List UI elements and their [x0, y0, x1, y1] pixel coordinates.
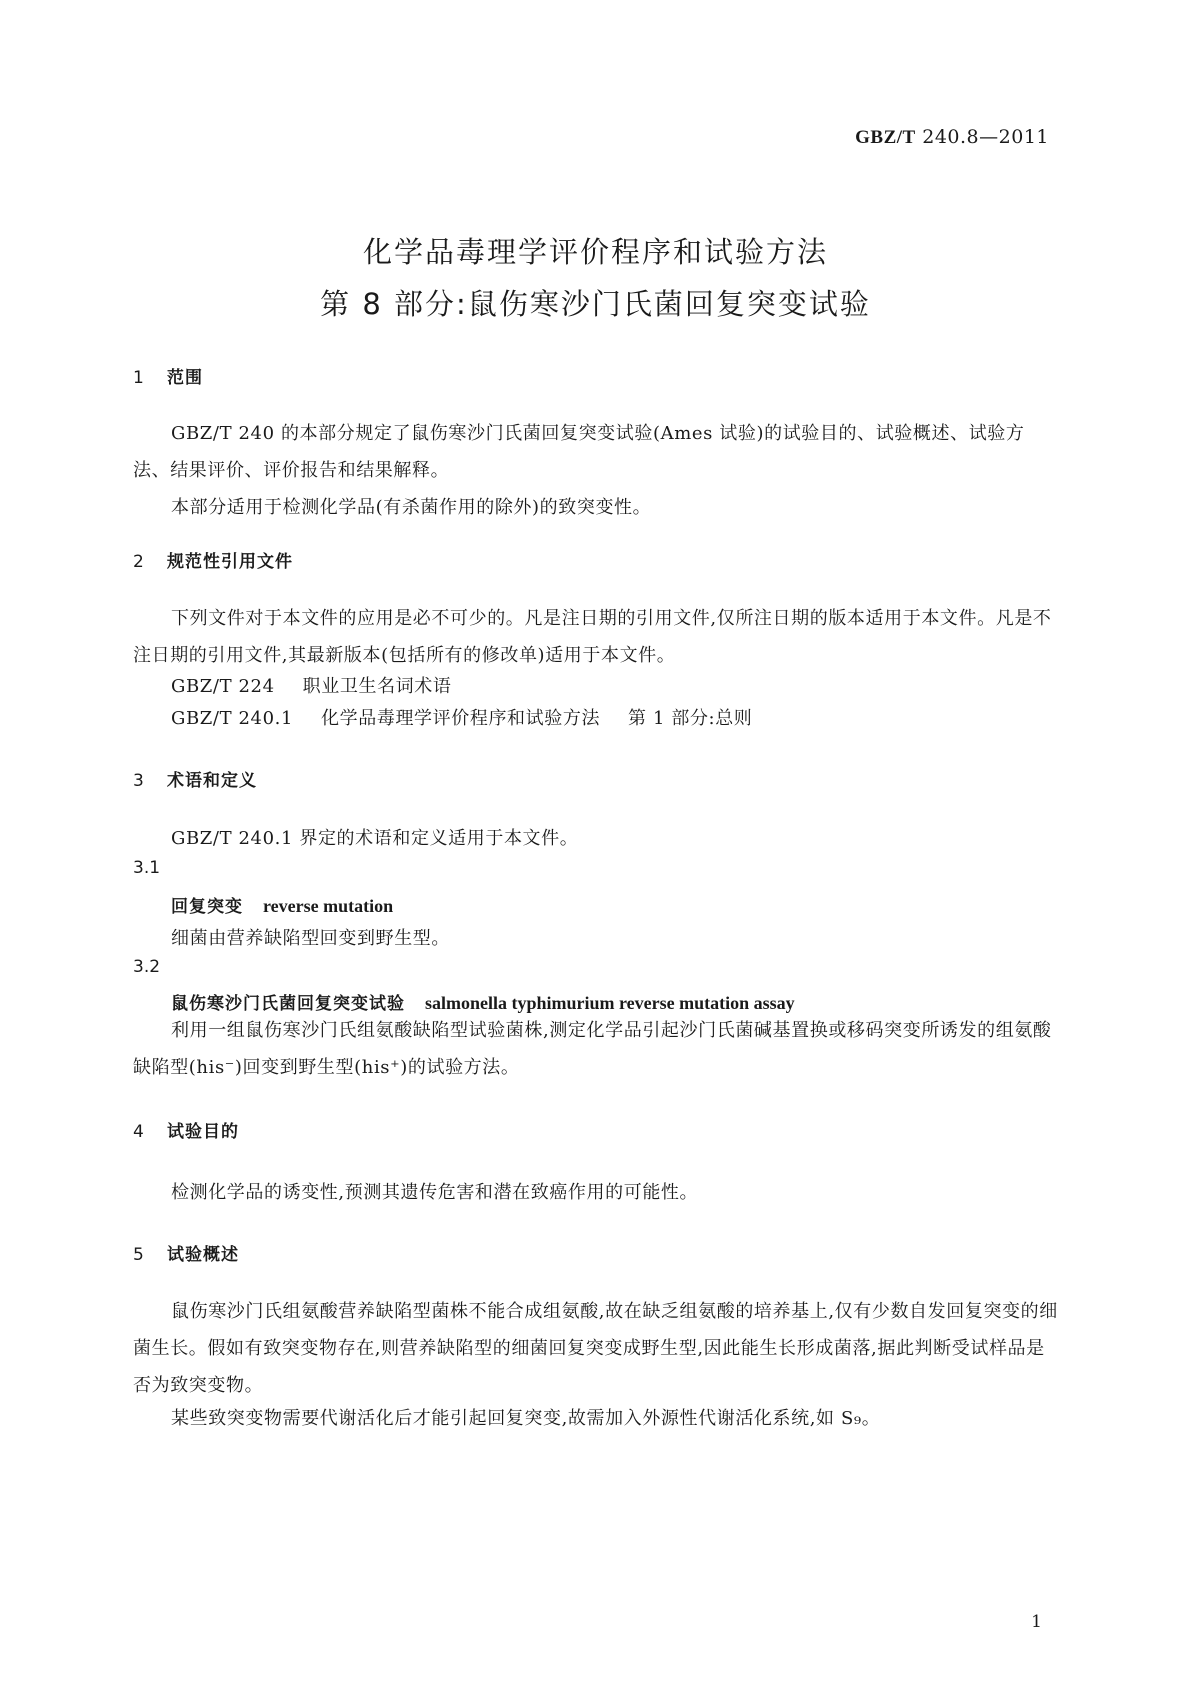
term-title: 回复突变 reverse mutation [171, 896, 394, 917]
scope-applicability: 本部分适用于检测化学品(有杀菌作用的除外)的致突变性。 [171, 497, 652, 518]
purpose-paragraph: 检测化学品的诱变性,预测其遗传危害和潜在致癌作用的可能性。 [171, 1182, 699, 1203]
standard-code: GBZ/T 240.8—2011 [855, 126, 1049, 148]
section-heading-normative-references: 2 规范性引用文件 [133, 552, 293, 572]
overview-paragraph: 某些致突变物需要代谢活化后才能引起回复突变,故需加入外源性代谢活化系统,如 S₉。 [171, 1408, 881, 1429]
term-title: 鼠伤寒沙门氏菌回复突变试验 salmonella typhimurium reverse mutation assay [171, 993, 795, 1014]
reference-item: GBZ/T 224 职业卫生名词术语 [171, 676, 452, 697]
section-heading-overview: 5 试验概述 [133, 1245, 239, 1265]
section-heading-purpose: 4 试验目的 [133, 1122, 239, 1142]
document-subtitle: 第 8 部分:鼠伤寒沙门氏菌回复突变试验 [320, 287, 871, 321]
page-number: 1 [1031, 1612, 1042, 1632]
term-definition: 细菌由营养缺陷型回变到野生型。 [171, 928, 450, 949]
scope-paragraph: GBZ/T 240 的本部分规定了鼠伤寒沙门氏菌回复突变试验(Ames 试验)的试验目的、试验概述、试验方法、结果评价、评价报告和结果解释。 [133, 423, 1025, 481]
document-title: 化学品毒理学评价程序和试验方法 [362, 235, 828, 269]
term-definition: 利用一组鼠伤寒沙门氏组氨酸缺陷型试验菌株,测定化学品引起沙门氏菌碱基置换或移码突变所诱发的组氨酸缺陷型(his⁻)回变到野生型(his⁺)的试验方法。 [133, 1020, 1052, 1078]
references-paragraph: 下列文件对于本文件的应用是必不可少的。凡是注日期的引用文件,仅所注日期的版本适用于本文件。凡是不注日期的引用文件,其最新版本(包括所有的修改单)适用于本文件。 [133, 608, 1052, 666]
term-number: 3.1 [133, 858, 161, 878]
terms-paragraph: GBZ/T 240.1 界定的术语和定义适用于本文件。 [171, 828, 579, 849]
overview-paragraph: 鼠伤寒沙门氏组氨酸营养缺陷型菌株不能合成组氨酸,故在缺乏组氨酸的培养基上,仅有少数自发回复突变的细菌生长。假如有致突变物存在,则营养缺陷型的细菌回复突变成野生型,因此能生长形成菌落,据此判断受试样品是否为致突变物。 [133, 1301, 1058, 1396]
section-heading-scope: 1 范围 [133, 368, 203, 388]
reference-item: GBZ/T 240.1 化学品毒理学评价程序和试验方法 第 1 部分:总则 [171, 708, 753, 729]
term-number: 3.2 [133, 957, 161, 977]
section-heading-terms: 3 术语和定义 [133, 771, 257, 791]
